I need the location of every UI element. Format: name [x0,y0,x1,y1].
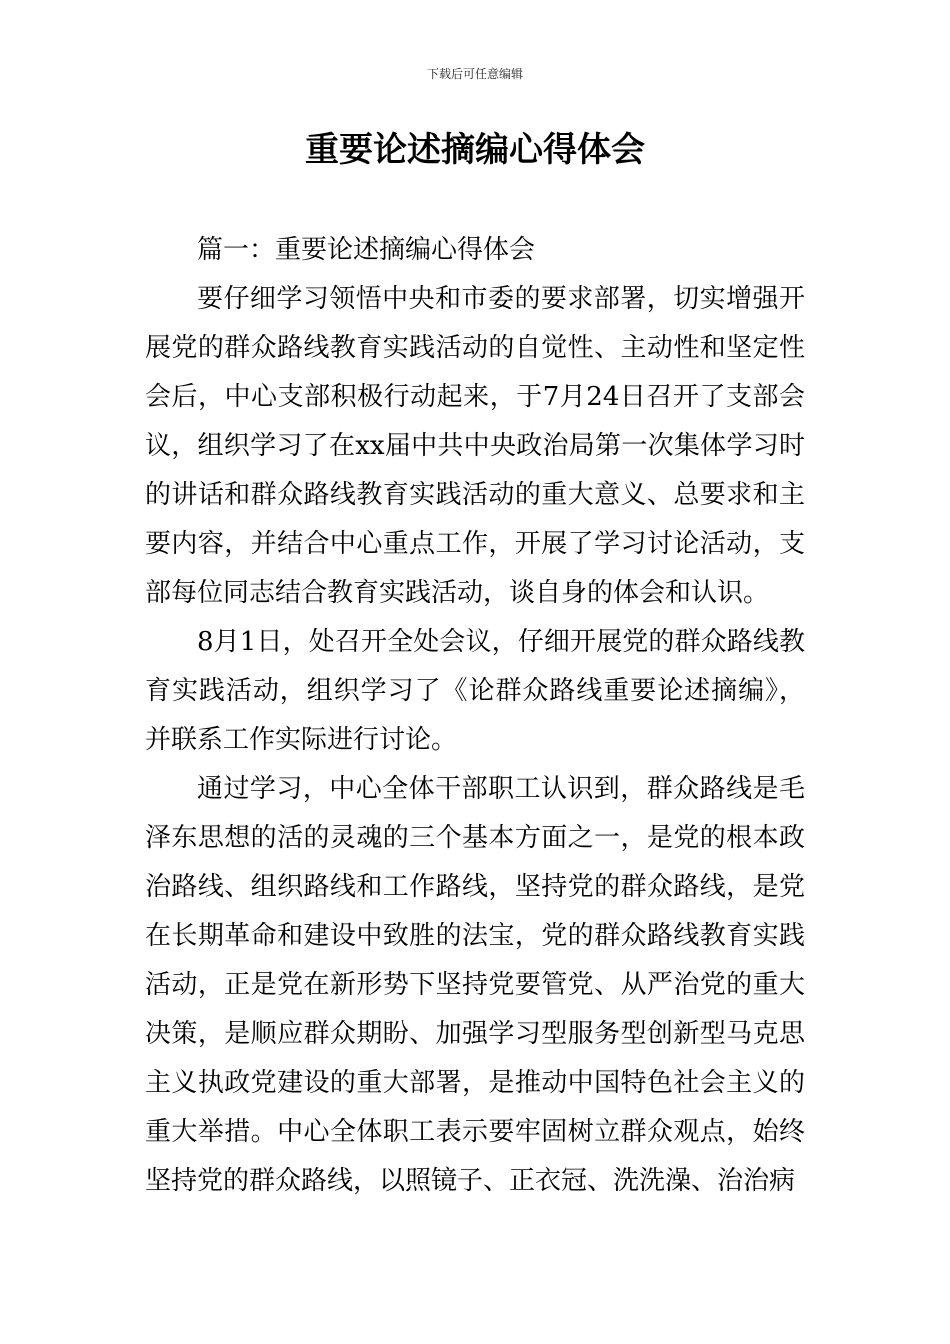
paragraph: 通过学习，中心全体干部职工认识到，群众路线是毛泽东思想的活的灵魂的三个基本方面之一，是党的根本政治路线、组织路线和工作路线，坚持党的群众路线，是党在长期革命和建设中致胜的法宝，党的群众路线教育实践活动，正是党在新形势下坚持党要管党、从严治党的重大决策，是顺应群众期盼、加强学习型服务型创新型马克思主义执政党建设的重大部署，是推动中国特色社会主义的重大举措。中心全体职工表示要牢固树立群众观点，始终坚持党的群众路线，以照镜子、正衣冠、洗洗澡、治治病 [145,774,805,1196]
paragraph: 要仔细学习领悟中央和市委的要求部署，切实增强开展党的群众路线教育实践活动的自觉性、主动性和坚定性会后，中心支部积极行动起来，于7月24日召开了支部会议，组织学习了在xx届中共中央政治局第一次集体学习时的讲话和群众路线教育实践活动的重大意义、总要求和主要内容，并结合中心重点工作，开展了学习讨论活动，支部每位同志结合教育实践活动，谈自身的体会和认识。 [145,284,805,608]
paragraph: 8月1日，处召开全处会议，仔细开展党的群众路线教育实践活动，组织学习了《论群众路线重要论述摘编》，并联系工作实际进行讨论。 [145,627,805,755]
document-title: 重要论述摘编心得体会 [305,130,645,170]
document-body [145,226,805,1206]
section-heading: 篇一：重要论述摘编心得体会 [197,235,536,265]
header-note: 下载后可任意编辑 [426,67,523,81]
